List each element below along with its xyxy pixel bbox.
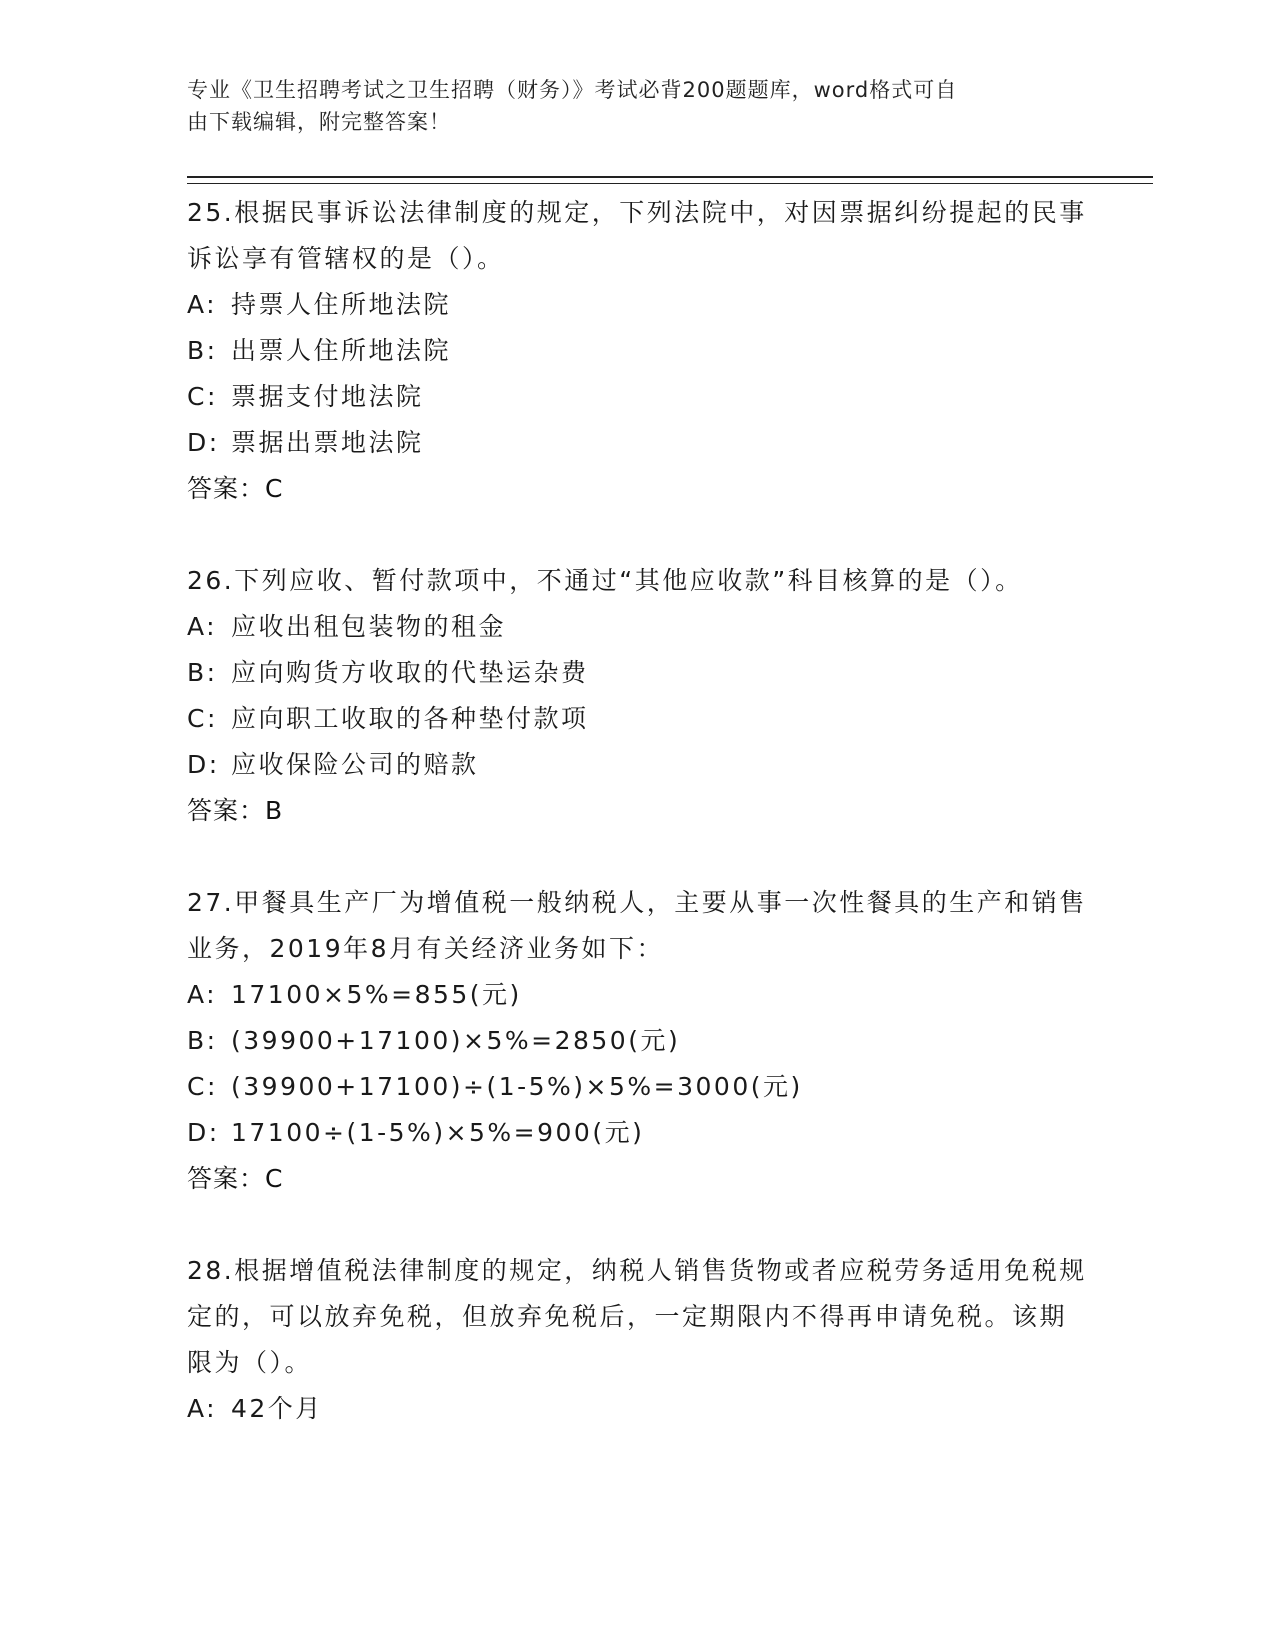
answer-line: 答案：C xyxy=(187,474,284,503)
header-line-1: 专业《卫生招聘考试之卫生招聘（财务）》考试必背200题题库，word格式可自 xyxy=(187,78,958,102)
option-key: C: xyxy=(187,704,218,733)
document-header xyxy=(187,74,1067,138)
question-stem: 28.根据增值税法律制度的规定，纳税人销售货物或者应税劳务适用免税规定的，可以放弃免税，但放弃免税后，一定期限内不得再申请免税。该期限为（）。 xyxy=(187,1256,1087,1377)
option-key: C: xyxy=(187,382,218,411)
option-text: 票据出票地法院 xyxy=(231,428,424,457)
option-key: B: xyxy=(187,336,218,365)
question-spacer xyxy=(187,512,1087,558)
option-d xyxy=(187,742,1087,788)
option-key: D: xyxy=(187,428,220,457)
option-text: (39900+17100)×5%=2850(元) xyxy=(231,1026,681,1055)
question-stem: 25.根据民事诉讼法律制度的规定，下列法院中，对因票据纠纷提起的民事诉讼享有管辖权的是（）。 xyxy=(187,198,1087,273)
question-stem: 26.下列应收、暂付款项中，不通过“其他应收款”科目核算的是（）。 xyxy=(187,566,1023,595)
option-d xyxy=(187,1110,1087,1156)
option-b xyxy=(187,328,1087,374)
option-key: D: xyxy=(187,1118,220,1147)
option-a xyxy=(187,1386,1087,1432)
header-line-2: 由下载编辑，附完整答案！ xyxy=(187,110,451,134)
option-c xyxy=(187,1064,1087,1110)
option-text: 42个月 xyxy=(231,1394,323,1423)
option-key: B: xyxy=(187,658,218,687)
option-key: A: xyxy=(187,1394,218,1423)
option-d xyxy=(187,420,1087,466)
question-27 xyxy=(187,880,1087,1202)
answer-line: 答案：C xyxy=(187,1164,284,1193)
question-spacer xyxy=(187,1202,1087,1248)
option-key: A: xyxy=(187,980,218,1009)
option-text: (39900+17100)÷(1-5%)×5%=3000(元) xyxy=(231,1072,803,1101)
option-b xyxy=(187,650,1087,696)
option-c xyxy=(187,696,1087,742)
option-b xyxy=(187,1018,1087,1064)
question-list xyxy=(187,190,1087,1432)
option-key: A: xyxy=(187,612,218,641)
option-text: 持票人住所地法院 xyxy=(231,290,452,319)
option-key: B: xyxy=(187,1026,218,1055)
option-c xyxy=(187,374,1087,420)
option-key: D: xyxy=(187,750,220,779)
option-text: 17100÷(1-5%)×5%=900(元) xyxy=(231,1118,645,1147)
question-spacer xyxy=(187,834,1087,880)
header-divider xyxy=(187,176,1153,184)
option-key: A: xyxy=(187,290,218,319)
option-text: 出票人住所地法院 xyxy=(231,336,452,365)
option-text: 票据支付地法院 xyxy=(231,382,424,411)
option-text: 应向职工收取的各种垫付款项 xyxy=(231,704,589,733)
answer-line: 答案：B xyxy=(187,796,284,825)
option-text: 17100×5%=855(元) xyxy=(231,980,522,1009)
option-text: 应收保险公司的赔款 xyxy=(231,750,479,779)
option-key: C: xyxy=(187,1072,218,1101)
question-25 xyxy=(187,190,1087,512)
option-a xyxy=(187,282,1087,328)
question-26 xyxy=(187,558,1087,834)
question-28 xyxy=(187,1248,1087,1432)
option-text: 应收出租包装物的租金 xyxy=(231,612,507,641)
option-a xyxy=(187,604,1087,650)
question-stem: 27.甲餐具生产厂为增值税一般纳税人，主要从事一次性餐具的生产和销售业务，2019年8月有关经济业务如下： xyxy=(187,888,1087,963)
option-text: 应向购货方收取的代垫运杂费 xyxy=(231,658,589,687)
option-a xyxy=(187,972,1087,1018)
